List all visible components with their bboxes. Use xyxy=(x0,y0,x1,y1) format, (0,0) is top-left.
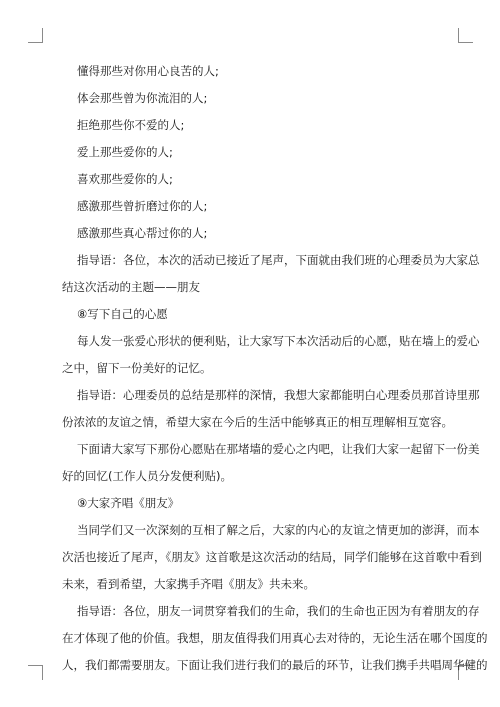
poem-line: 喜欢那些爱你的人; xyxy=(77,172,173,186)
paragraph-line: 人，我们都需要朋友。下面让我们进行我们的最后的环节，让我们携手共唱周华健的 xyxy=(62,658,488,672)
paragraph-line: 指导语：心理委员的总结是那样的深情，我想大家都能明白心理委员那首诗里那 xyxy=(77,388,480,402)
paragraph-line: 好的回忆(工作人员分发便利贴)。 xyxy=(62,469,232,483)
paragraph-line: 份浓浓的友谊之情，希望大家在今后的生活中能够真正的相互理解相互宽容。 xyxy=(62,415,453,429)
crop-mark-top-right xyxy=(458,28,473,43)
paragraph-line: 下面请大家写下那份心愿贴在那堵墙的爱心之内吧，让我们大家一起留下一份美 xyxy=(77,442,480,456)
paragraph-line: 次活也接近了尾声，《朋友》这首歌是这次活动的结局，同学们能够在这首歌中看到 xyxy=(62,550,482,564)
paragraph-line: 在才体现了他的价值。我想，朋友值得我们用真心去对待的，无论生活在哪个国度的 xyxy=(62,631,488,645)
poem-line: 爱上那些爱你的人; xyxy=(77,145,173,159)
paragraph-line: 结这次活动的主题——朋友 xyxy=(62,280,200,294)
poem-line: 感激那些曾折磨过你的人; xyxy=(77,199,208,213)
paragraph-line: 指导语：各位，朋友一词贯穿着我们的生命，我们的生命也正因为有着朋友的存 xyxy=(77,604,480,618)
section-heading: ⑧写下自己的心愿 xyxy=(77,307,168,321)
poem-line: 懂得那些对你用心良苦的人; xyxy=(77,64,219,78)
crop-mark-bottom-left xyxy=(28,665,43,680)
poem-line: 感激那些真心帮过你的人; xyxy=(77,226,208,240)
document-body xyxy=(62,64,488,685)
crop-mark-top-left xyxy=(28,28,43,43)
paragraph-line: 当同学们又一次深刻的互相了解之后，大家的内心的友谊之情更加的澎湃，而本 xyxy=(77,523,480,537)
paragraph-line: 未来，看到希望，大家携手齐唱《朋友》共未来。 xyxy=(62,577,315,591)
section-heading: ⑨大家齐唱《朋友》 xyxy=(77,496,180,510)
paragraph-line: 之中，留下一份美好的记忆。 xyxy=(62,361,212,375)
poem-line: 体会那些曾为你流泪的人; xyxy=(77,91,208,105)
paragraph-line: 指导语：各位，本次的活动已接近了尾声，下面就由我们班的心理委员为大家总 xyxy=(77,253,480,267)
paragraph-line: 每人发一张爱心形状的便利贴，让大家写下本次活动后的心愿，贴在墙上的爱心 xyxy=(77,334,480,348)
poem-line: 拒绝那些你不爱的人; xyxy=(77,118,185,132)
